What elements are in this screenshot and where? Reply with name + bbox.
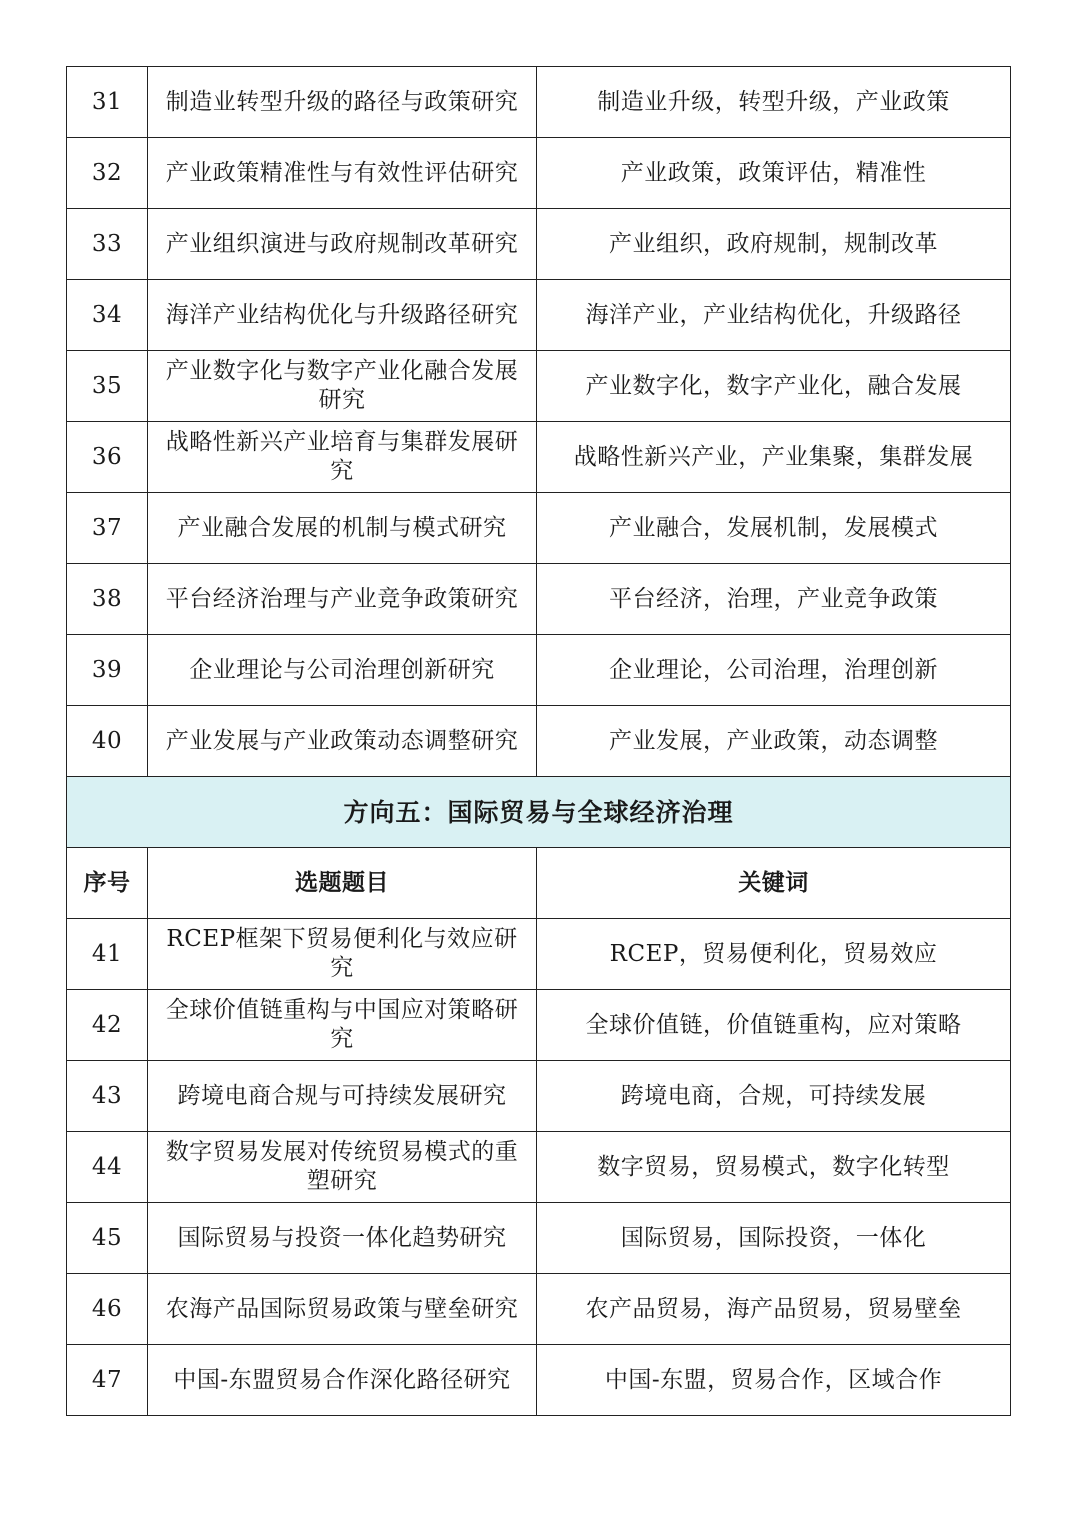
table-row bbox=[67, 351, 1011, 422]
table-row bbox=[67, 1061, 1011, 1132]
topic-number: 45 bbox=[67, 1203, 148, 1274]
topic-number: 34 bbox=[67, 280, 148, 351]
column-header-row bbox=[67, 848, 1011, 919]
topic-title: 数字贸易发展对传统贸易模式的重塑研究 bbox=[148, 1132, 537, 1203]
topic-keywords: 数字贸易，贸易模式，数字化转型 bbox=[537, 1132, 1011, 1203]
table-row bbox=[67, 635, 1011, 706]
topic-keywords: 农产品贸易，海产品贸易，贸易壁垒 bbox=[537, 1274, 1011, 1345]
topic-number: 44 bbox=[67, 1132, 148, 1203]
table-row bbox=[67, 919, 1011, 990]
topic-keywords: 国际贸易，国际投资，一体化 bbox=[537, 1203, 1011, 1274]
topic-keywords: 战略性新兴产业，产业集聚，集群发展 bbox=[537, 422, 1011, 493]
table-row bbox=[67, 1203, 1011, 1274]
topic-number: 38 bbox=[67, 564, 148, 635]
topic-number: 42 bbox=[67, 990, 148, 1061]
table-row bbox=[67, 422, 1011, 493]
topic-number: 32 bbox=[67, 138, 148, 209]
topic-number: 37 bbox=[67, 493, 148, 564]
table-row bbox=[67, 564, 1011, 635]
topic-number: 33 bbox=[67, 209, 148, 280]
topic-number: 35 bbox=[67, 351, 148, 422]
table-row bbox=[67, 1345, 1011, 1416]
column-header-title: 选题题目 bbox=[148, 848, 537, 919]
topic-title: 中国-东盟贸易合作深化路径研究 bbox=[148, 1345, 537, 1416]
topic-keywords: 跨境电商，合规，可持续发展 bbox=[537, 1061, 1011, 1132]
topic-keywords: RCEP，贸易便利化，贸易效应 bbox=[537, 919, 1011, 990]
topic-keywords: 制造业升级，转型升级，产业政策 bbox=[537, 67, 1011, 138]
topic-number: 46 bbox=[67, 1274, 148, 1345]
topic-title: RCEP框架下贸易便利化与效应研究 bbox=[148, 919, 537, 990]
topic-keywords: 平台经济，治理，产业竞争政策 bbox=[537, 564, 1011, 635]
table-row bbox=[67, 138, 1011, 209]
column-header-number: 序号 bbox=[67, 848, 148, 919]
topic-title: 产业发展与产业政策动态调整研究 bbox=[148, 706, 537, 777]
topic-keywords: 全球价值链，价值链重构，应对策略 bbox=[537, 990, 1011, 1061]
topic-title: 平台经济治理与产业竞争政策研究 bbox=[148, 564, 537, 635]
topic-title: 制造业转型升级的路径与政策研究 bbox=[148, 67, 537, 138]
topic-keywords: 中国-东盟，贸易合作，区域合作 bbox=[537, 1345, 1011, 1416]
topic-number: 41 bbox=[67, 919, 148, 990]
section-heading-row bbox=[67, 777, 1011, 848]
topic-number: 31 bbox=[67, 67, 148, 138]
topic-title: 企业理论与公司治理创新研究 bbox=[148, 635, 537, 706]
topic-number: 40 bbox=[67, 706, 148, 777]
topic-number: 39 bbox=[67, 635, 148, 706]
section-title: 方向五：国际贸易与全球经济治理 bbox=[67, 777, 1011, 848]
table-row bbox=[67, 1274, 1011, 1345]
topic-keywords: 产业政策，政策评估，精准性 bbox=[537, 138, 1011, 209]
topic-title: 海洋产业结构优化与升级路径研究 bbox=[148, 280, 537, 351]
topic-keywords: 产业发展，产业政策，动态调整 bbox=[537, 706, 1011, 777]
table-row bbox=[67, 280, 1011, 351]
topic-keywords: 产业数字化，数字产业化，融合发展 bbox=[537, 351, 1011, 422]
topic-number: 43 bbox=[67, 1061, 148, 1132]
table-row bbox=[67, 990, 1011, 1061]
topic-keywords: 海洋产业，产业结构优化，升级路径 bbox=[537, 280, 1011, 351]
table-row bbox=[67, 67, 1011, 138]
topic-title: 战略性新兴产业培育与集群发展研究 bbox=[148, 422, 537, 493]
topic-keywords: 企业理论，公司治理，治理创新 bbox=[537, 635, 1011, 706]
table-row bbox=[67, 706, 1011, 777]
topic-title: 跨境电商合规与可持续发展研究 bbox=[148, 1061, 537, 1132]
topic-title: 产业数字化与数字产业化融合发展研究 bbox=[148, 351, 537, 422]
topic-number: 47 bbox=[67, 1345, 148, 1416]
table-row bbox=[67, 1132, 1011, 1203]
topic-number: 36 bbox=[67, 422, 148, 493]
topic-title: 产业组织演进与政府规制改革研究 bbox=[148, 209, 537, 280]
topic-title: 国际贸易与投资一体化趋势研究 bbox=[148, 1203, 537, 1274]
topic-keywords: 产业组织，政府规制，规制改革 bbox=[537, 209, 1011, 280]
table-row bbox=[67, 209, 1011, 280]
topic-title: 产业政策精准性与有效性评估研究 bbox=[148, 138, 537, 209]
topic-title: 全球价值链重构与中国应对策略研究 bbox=[148, 990, 537, 1061]
table-row bbox=[67, 493, 1011, 564]
topic-keywords: 产业融合，发展机制，发展模式 bbox=[537, 493, 1011, 564]
column-header-keywords: 关键词 bbox=[537, 848, 1011, 919]
topic-title: 产业融合发展的机制与模式研究 bbox=[148, 493, 537, 564]
topics-table bbox=[66, 66, 1011, 1416]
topic-title: 农海产品国际贸易政策与壁垒研究 bbox=[148, 1274, 537, 1345]
